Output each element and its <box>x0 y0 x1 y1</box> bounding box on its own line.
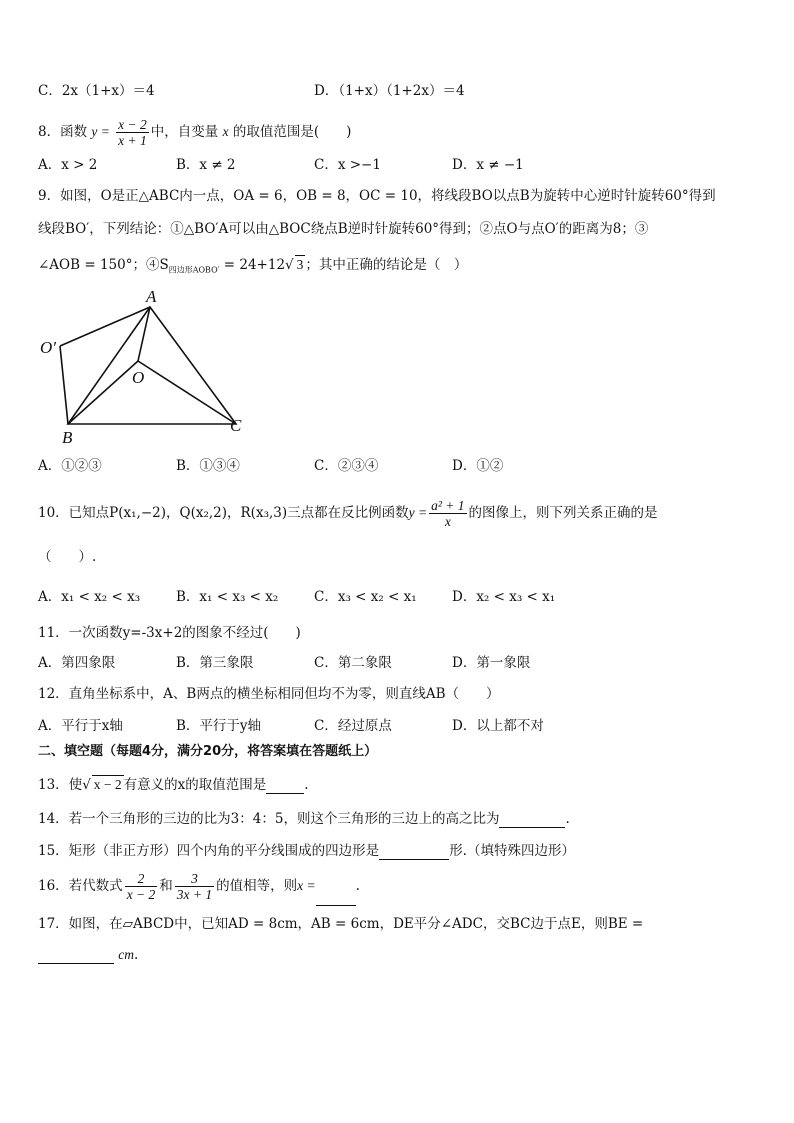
q16-fraction-1: $\frac{2}{x - 2}$ <box>126 871 156 902</box>
q8-fraction: $\frac{x - 2}{x + 1}$ <box>118 117 147 148</box>
label-c: C <box>230 416 242 435</box>
q9-figure <box>36 285 256 450</box>
q16-stem: 16．若代数式 $\frac{2}{x - 2}$ 和 $\frac{3}{3x + 1}$ 的值相等，则x = . <box>38 866 360 906</box>
q12-option-d: D．以上都不对 <box>452 718 544 734</box>
q11-option-a: A．第四象限 <box>38 655 116 671</box>
q8-option-d: D．x ≠ −1 <box>452 157 524 173</box>
q17-answer-blank[interactable] <box>38 949 114 964</box>
q9-option-a: A．①②③ <box>38 458 102 474</box>
segment-co <box>138 361 236 424</box>
q8-stem: 8．函数 y = $\frac{x - 2}{x + 1}$ 中，自变量 x 的取值范围是( ) <box>38 117 352 148</box>
q9-line3: ∠AOB = 150°；$④S_{四边形AOBO'} = 24+12√$ 3 ；其中正确的结论是（ ） <box>38 257 468 275</box>
q8-option-a: A．x > 2 <box>38 157 98 173</box>
q13-stem: 13．使√ x − 2 有意义的x的取值范围是 . <box>38 777 309 793</box>
q12-option-a: A．平行于x轴 <box>38 718 123 734</box>
q8-option-b: B．x ≠ 2 <box>176 157 236 173</box>
q10-option-b: B．x₁ < x₃ < x₂ <box>176 589 279 605</box>
q11-stem: 11．一次函数y=-3x+2的图象不经过( ) <box>38 625 301 641</box>
q11-option-d: D．第一象限 <box>452 655 531 671</box>
q10-option-c: C．x₃ < x₂ < x₁ <box>314 589 417 605</box>
triangle-abc <box>68 307 236 424</box>
q8-option-c: C．x >−1 <box>314 157 381 173</box>
label-o-prime: O′ <box>40 338 56 357</box>
q14-answer-blank[interactable] <box>499 813 565 828</box>
q17-stem: 17．如图，在▱ABCD中，已知AD = 8cm，AB = 6cm，DE平分∠ADC，交BC边于点E，则BE = <box>38 916 644 932</box>
q12-option-c: C．经过原点 <box>314 718 392 734</box>
section-2-heading: 二、填空题（每题4分，满分20分，将答案填在答题纸上） <box>38 744 378 759</box>
q10-option-a: A．x₁ < x₂ < x₃ <box>38 589 141 605</box>
q13-answer-blank[interactable] <box>266 779 304 794</box>
q9-option-b: B．①③④ <box>176 458 240 474</box>
q15-answer-blank[interactable] <box>379 845 449 860</box>
q7-option-c: C．2x（1+x）＝4 <box>38 83 155 99</box>
q15-stem: 15．矩形（非正方形）四个内角的平分线围成的四边形是 形.（填特殊四边形） <box>38 843 575 859</box>
q12-option-b: B．平行于y轴 <box>176 718 262 734</box>
q12-stem: 12．直角坐标系中，A、B两点的横坐标相同但均不为零，则直线AB（ ） <box>38 686 500 702</box>
label-b: B <box>62 428 73 447</box>
segment-bo <box>68 361 138 424</box>
q16-answer-blank[interactable] <box>316 891 356 906</box>
q9-line1: 9．如图，O是正△ABC内一点，OA = 6，OB = 8，OC = 10，将线段BO以点B为旋转中心逆时针旋转60°得到 <box>38 188 716 204</box>
q17-answer-line: cm. <box>38 946 138 964</box>
label-o: O <box>132 368 145 387</box>
q9-option-d: D．①② <box>452 458 504 474</box>
q9-line2: 线段BO′，下列结论：①△BO′A可以由△BOC绕点B逆时针旋转60°得到；②点O与点O′的距离为8；③ <box>38 221 649 237</box>
segment-bo-prime <box>60 346 68 424</box>
q11-option-c: C．第二象限 <box>314 655 392 671</box>
q10-stem: 10．已知点P(x₁,−2)，Q(x₂,2)，R(x₃,3)三点都在反比例函数y = $\frac{\text{a² + 1}}{x}$ 的图像上，则下列关系正确的是 <box>38 498 658 529</box>
q16-fraction-2: $\frac{3}{3x + 1}$ <box>176 871 213 902</box>
q14-stem: 14．若一个三角形的三边的比为3：4：5，则这个三角形的三边上的高之比为 . <box>38 811 570 827</box>
q7-option-d: D．（1+x）（1+2x）＝4 <box>314 83 465 99</box>
q10-fraction: $\frac{\text{a² + 1}}{x}$ <box>431 498 465 529</box>
label-a: A <box>146 287 157 306</box>
q9-option-c: C．②③④ <box>314 458 379 474</box>
q10-paren: （ ）. <box>38 549 97 565</box>
q10-option-d: D．x₂ < x₃ < x₁ <box>452 589 556 605</box>
q11-option-b: B．第三象限 <box>176 655 254 671</box>
